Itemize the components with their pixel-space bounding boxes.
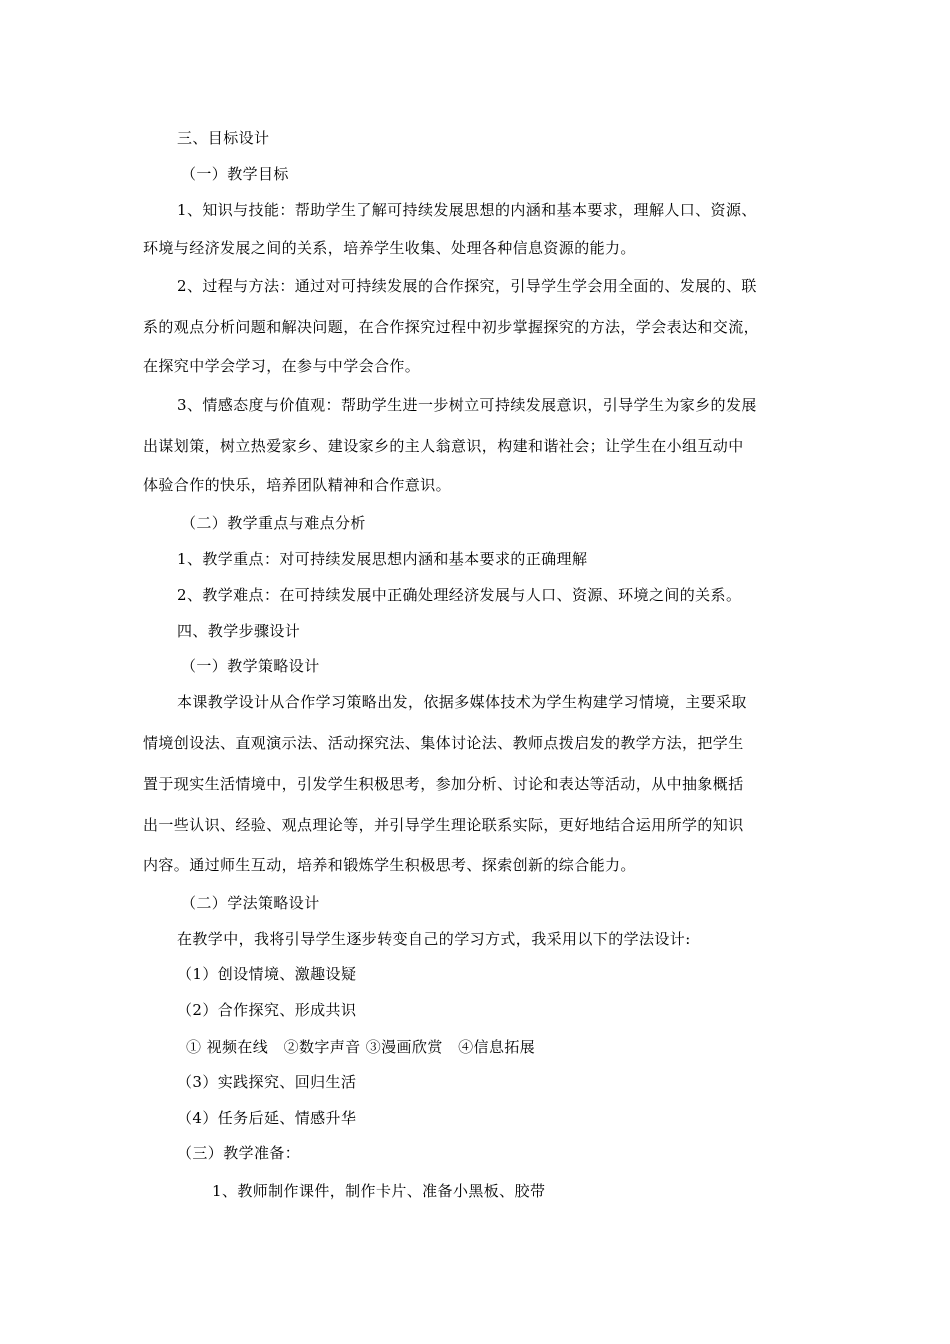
subheading-teaching-strategy: （一）教学策略设计	[181, 657, 320, 675]
goal-process-line-1: 2、过程与方法：通过对可持续发展的合作探究，引导学生学会用全面的、发展的、联	[177, 277, 757, 295]
goal-knowledge-line-2: 环境与经济发展之间的关系，培养学生收集、处理各种信息资源的能力。	[143, 239, 636, 257]
subheading-learning-strategy: （二）学法策略设计	[181, 894, 320, 912]
learning-strategy-intro: 在教学中，我将引导学生逐步转变自己的学习方式，我采用以下的学法设计:	[177, 930, 691, 948]
difficult-point: 2、教学难点：在可持续发展中正确处理经济发展与人口、资源、环境之间的关系。	[177, 586, 742, 604]
section-heading-goal-design: 三、目标设计	[177, 129, 270, 147]
strategy-paragraph-line-4: 出一些认识、经验、观点理论等，并引导学生理论联系实际，更好地结合运用所学的知识	[143, 816, 744, 834]
strategy-paragraph-line-5: 内容。通过师生互动，培养和锻炼学生积极思考、探索创新的综合能力。	[143, 856, 636, 874]
goal-attitude-line-1: 3、情感态度与价值观：帮助学生进一步树立可持续发展意识，引导学生为家乡的发展	[177, 396, 757, 414]
goal-process-line-3: 在探究中学会学习，在参与中学会合作。	[143, 357, 421, 375]
learning-method-4: （4）任务后延、情感升华	[177, 1109, 357, 1127]
goal-process-line-2: 系的观点分析问题和解决问题，在合作探究过程中初步掌握探究的方法，学会表达和交流，	[143, 318, 760, 336]
learning-method-3: （3）实践探究、回归生活	[177, 1073, 357, 1091]
learning-method-2: （2）合作探究、形成共识	[177, 1001, 357, 1019]
section-heading-teaching-steps: 四、教学步骤设计	[177, 622, 301, 640]
goal-attitude-line-2: 出谋划策，树立热爱家乡、建设家乡的主人翁意识，构建和谐社会；让学生在小组互动中	[143, 437, 744, 455]
strategy-paragraph-line-2: 情境创设法、直观演示法、活动探究法、集体讨论法、教师点拨启发的教学方法，把学生	[143, 734, 744, 752]
learning-method-1: （1）创设情境、激趣设疑	[177, 965, 357, 983]
strategy-paragraph-line-3: 置于现实生活情境中，引发学生积极思考，参加分析、讨论和表达等活动，从中抽象概括	[143, 775, 744, 793]
subheading-teaching-goals: （一）教学目标	[181, 165, 289, 183]
strategy-paragraph-line-1: 本课教学设计从合作学习策略出发，依据多媒体技术为学生构建学习情境，主要采取	[177, 693, 747, 711]
goal-attitude-line-3: 体验合作的快乐，培养团队精神和合作意识。	[143, 476, 452, 494]
preparation-item-1: 1、教师制作课件，制作卡片、准备小黑板、胶带	[212, 1182, 546, 1200]
learning-method-2-detail: ① 视频在线 ②数字声音 ③漫画欣赏 ④信息拓展	[186, 1038, 536, 1056]
goal-knowledge-line-1: 1、知识与技能：帮助学生了解可持续发展思想的内涵和基本要求，理解人口、资源、	[177, 201, 757, 219]
subheading-key-difficult-points: （二）教学重点与难点分析	[181, 514, 366, 532]
subheading-teaching-preparation: （三）教学准备：	[177, 1144, 301, 1162]
key-point: 1、教学重点：对可持续发展思想内涵和基本要求的正确理解	[177, 550, 588, 568]
